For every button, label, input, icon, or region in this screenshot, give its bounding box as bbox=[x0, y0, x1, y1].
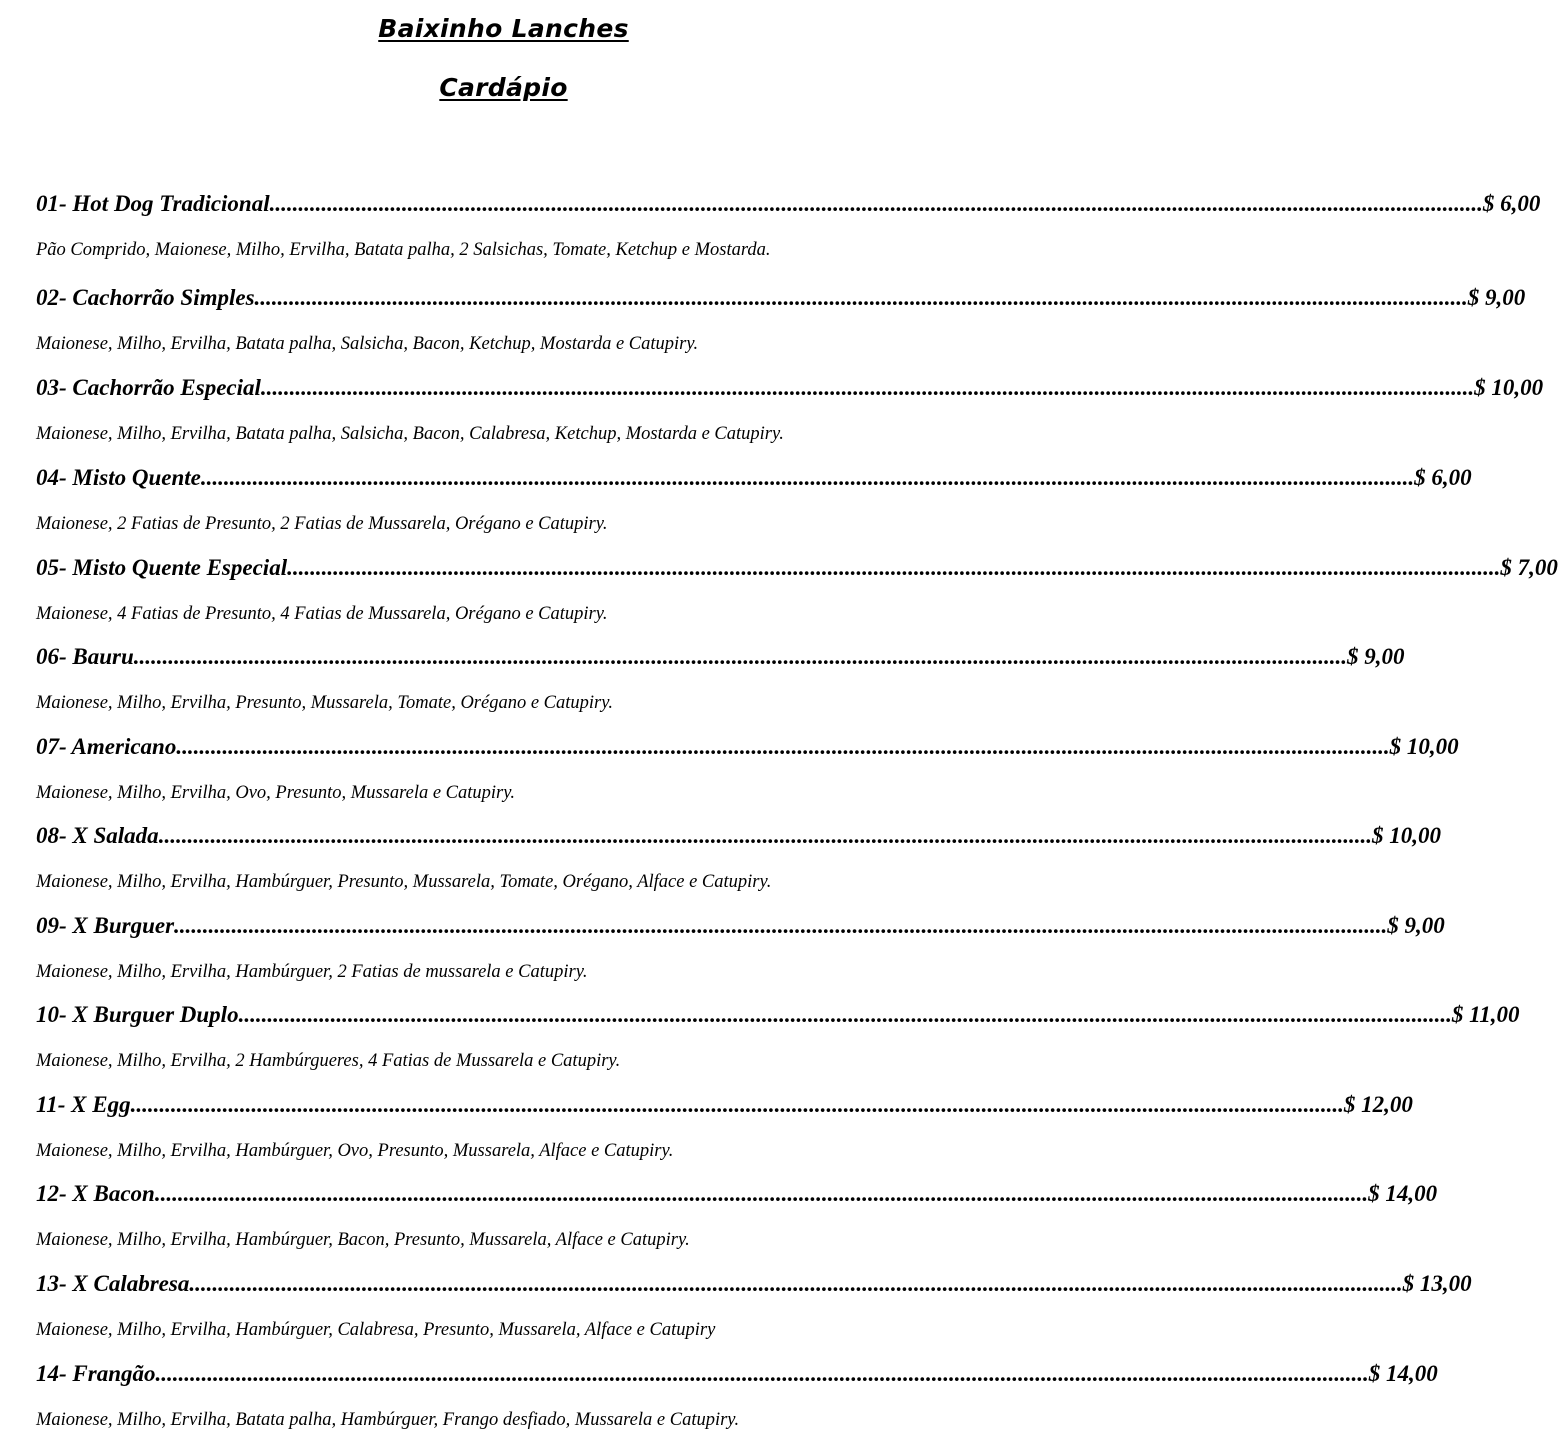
menu-item bbox=[36, 1092, 1413, 1162]
dot-leader: ................................................................................................................................................................................................................... bbox=[200, 465, 1415, 490]
item-price: $ 9,00 bbox=[1387, 913, 1445, 938]
menu-item bbox=[36, 285, 1526, 355]
menu-item bbox=[36, 644, 1405, 714]
menu-item bbox=[36, 913, 1445, 983]
dot-leader: ................................................................................................................................................................................................................... bbox=[155, 1361, 1369, 1386]
dot-leader: ................................................................................................................................................................................................................... bbox=[260, 375, 1475, 400]
dot-leader: ................................................................................................................................................................................................................... bbox=[176, 734, 1390, 759]
item-name: 05- Misto Quente Especial bbox=[36, 555, 288, 580]
item-description: Maionese, Milho, Ervilha, Ovo, Presunto, Mussarela e Catupiry. bbox=[36, 783, 516, 803]
item-description: Maionese, Milho, Ervilha, Hambúrguer, 2 Fatias de mussarela e Catupiry. bbox=[36, 962, 588, 982]
menu-title: Baixinho Lanches bbox=[378, 14, 629, 43]
item-description: Maionese, Milho, Ervilha, Presunto, Mussarela, Tomate, Orégano e Catupiry. bbox=[36, 693, 614, 713]
item-name: 04- Misto Quente bbox=[36, 465, 201, 490]
item-price: $ 6,00 bbox=[1482, 191, 1541, 216]
menu-item bbox=[36, 1271, 1472, 1341]
menu-item bbox=[36, 823, 1441, 893]
item-price: $ 10,00 bbox=[1389, 734, 1459, 759]
item-name: 13- X Calabresa bbox=[36, 1271, 190, 1296]
item-price: $ 10,00 bbox=[1371, 823, 1441, 848]
dot-leader: ................................................................................................................................................................................................................... bbox=[254, 285, 1468, 310]
item-description: Maionese, Milho, Ervilha, Hambúrguer, Bacon, Presunto, Mussarela, Alface e Catupiry. bbox=[36, 1230, 690, 1250]
item-name: 07- Americano bbox=[36, 734, 177, 759]
item-price: $ 14,00 bbox=[1368, 1361, 1438, 1386]
item-description: Maionese, Milho, Ervilha, Batata palha, Salsicha, Bacon, Ketchup, Mostarda e Catupiry. bbox=[36, 334, 699, 354]
item-price: $ 13,00 bbox=[1402, 1271, 1472, 1296]
menu-item bbox=[36, 191, 1541, 261]
item-description: Maionese, 4 Fatias de Presunto, 4 Fatias de Mussarela, Orégano e Catupiry. bbox=[36, 604, 608, 624]
item-description: Maionese, Milho, Ervilha, Hambúrguer, Calabresa, Presunto, Mussarela, Alface e Catupiry bbox=[36, 1320, 716, 1340]
dot-leader: ................................................................................................................................................................................................................... bbox=[189, 1271, 1403, 1296]
menu-subtitle: Cardápio bbox=[439, 73, 568, 102]
item-price: $ 12,00 bbox=[1343, 1092, 1413, 1117]
item-description: Maionese, Milho, Ervilha, 2 Hambúrgueres, 4 Fatias de Mussarela e Catupiry. bbox=[36, 1051, 621, 1071]
dot-leader: ................................................................................................................................................................................................................... bbox=[130, 1092, 1344, 1117]
item-name: 14- Frangão bbox=[36, 1361, 156, 1386]
item-name: 01- Hot Dog Tradicional bbox=[36, 191, 270, 216]
item-price: $ 7,00 bbox=[1500, 555, 1558, 580]
dot-leader: ................................................................................................................................................................................................................... bbox=[174, 913, 1388, 938]
menu-item bbox=[36, 375, 1544, 445]
dot-leader: ................................................................................................................................................................................................................... bbox=[133, 644, 1348, 669]
item-name: 09- X Burguer bbox=[36, 913, 175, 938]
item-price: $ 14,00 bbox=[1368, 1181, 1438, 1206]
item-name: 03- Cachorrão Especial bbox=[36, 375, 261, 400]
item-description: Maionese, Milho, Ervilha, Batata palha, Salsicha, Bacon, Calabresa, Ketchup, Mostarda e Catupiry. bbox=[36, 424, 784, 444]
dot-leader: ................................................................................................................................................................................................................... bbox=[154, 1181, 1369, 1206]
item-description: Pão Comprido, Maionese, Milho, Ervilha, Batata palha, 2 Salsichas, Tomate, Ketchup e Mostarda. bbox=[36, 240, 771, 260]
menu-item bbox=[36, 1181, 1438, 1251]
item-price: $ 10,00 bbox=[1474, 375, 1544, 400]
dot-leader: ................................................................................................................................................................................................................... bbox=[238, 1002, 1452, 1027]
item-name: 02- Cachorrão Simples bbox=[36, 285, 255, 310]
item-price: $ 6,00 bbox=[1414, 465, 1472, 490]
dot-leader: ................................................................................................................................................................................................................... bbox=[287, 555, 1501, 580]
menu-item bbox=[36, 465, 1472, 535]
item-name: 08- X Salada bbox=[36, 823, 159, 848]
item-price: $ 9,00 bbox=[1467, 285, 1526, 310]
item-description: Maionese, 2 Fatias de Presunto, 2 Fatias de Mussarela, Orégano e Catupiry. bbox=[36, 514, 608, 534]
item-description: Maionese, Milho, Ervilha, Hambúrguer, Presunto, Mussarela, Tomate, Orégano, Alface e Catupiry. bbox=[36, 872, 772, 892]
item-price: $ 9,00 bbox=[1347, 644, 1405, 669]
dot-leader: ................................................................................................................................................................................................................... bbox=[269, 191, 1483, 216]
item-name: 12- X Bacon bbox=[36, 1181, 155, 1206]
item-price: $ 11,00 bbox=[1451, 1002, 1520, 1027]
menu-item bbox=[36, 1002, 1520, 1072]
item-description: Maionese, Milho, Ervilha, Hambúrguer, Ovo, Presunto, Mussarela, Alface e Catupiry. bbox=[36, 1141, 674, 1161]
item-name: 11- X Egg bbox=[36, 1092, 131, 1117]
menu-item bbox=[36, 555, 1558, 625]
dot-leader: ................................................................................................................................................................................................................... bbox=[158, 823, 1372, 848]
item-name: 06- Bauru bbox=[36, 644, 134, 669]
menu-item bbox=[36, 1361, 1438, 1431]
item-description: Maionese, Milho, Ervilha, Batata palha, Hambúrguer, Frango desfiado, Mussarela e Catupiry. bbox=[36, 1410, 740, 1430]
item-name: 10- X Burguer Duplo bbox=[36, 1002, 239, 1027]
menu-item bbox=[36, 734, 1459, 804]
